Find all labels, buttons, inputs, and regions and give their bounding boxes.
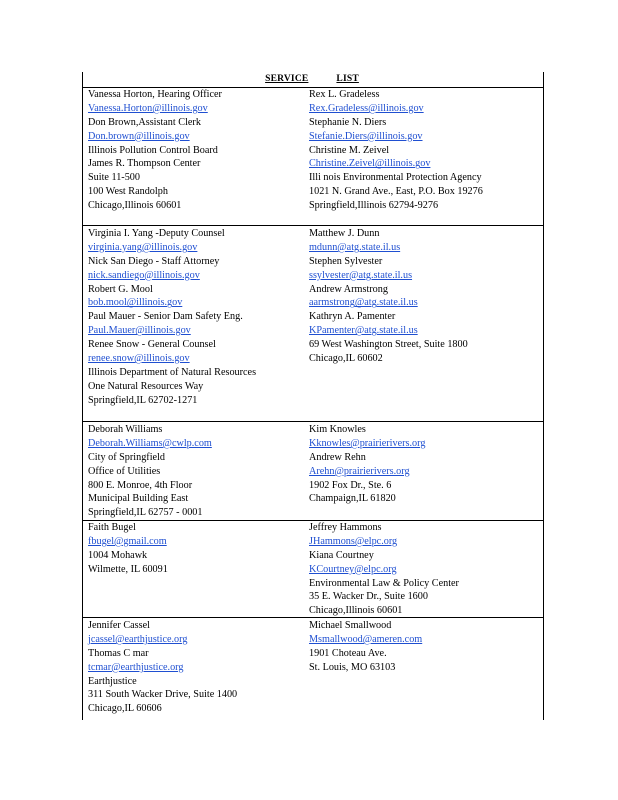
address-line: Kathryn A. Pamenter — [309, 311, 396, 323]
email-link[interactable]: renee.snow@illinois.gov — [88, 353, 190, 365]
address-line: Andrew Armstrong — [309, 283, 388, 295]
address-line: Chicago,Illinois 60601 — [309, 605, 403, 617]
service-entry-1-right — [309, 88, 483, 213]
address-line: Thomas C mar — [88, 647, 149, 659]
address-line: Virginia I. Yang -Deputy Counsel — [88, 228, 225, 239]
email-link[interactable]: KCourtney@elpc.org — [309, 563, 397, 575]
email-link[interactable]: Arehn@prairierivers.org — [309, 465, 410, 477]
address-line: Chicago,IL 60602 — [309, 353, 383, 365]
address-line: Springfield,Illinois 62794-9276 — [309, 200, 439, 212]
email-link[interactable]: Vanessa.Horton@illinois.gov — [88, 102, 208, 114]
email-link[interactable]: KPamenter@atg.state.il.us — [309, 325, 418, 337]
email-link[interactable]: tcmar@earthjustice.org — [88, 661, 184, 673]
address-line: Wilmette, IL 60091 — [88, 563, 168, 575]
email-link[interactable]: Deborah.Williams@cwlp.com — [88, 437, 212, 449]
title-service: SERVICE — [265, 74, 309, 84]
page-title — [82, 74, 542, 84]
service-entry-2-left — [88, 227, 256, 408]
address-line: Don Brown,Assistant Clerk — [88, 116, 201, 128]
email-link[interactable]: nick.sandiego@illinois.gov — [88, 269, 200, 281]
email-link[interactable]: Msmallwood@ameren.com — [309, 633, 423, 645]
address-line: 1901 Choteau Ave. — [309, 647, 387, 659]
email-link[interactable]: ssylvester@atg.state.il.us — [309, 269, 413, 281]
service-entry-3-left — [88, 423, 212, 520]
address-line: Stephen Sylvester — [309, 255, 383, 267]
address-line: 800 E. Monroe, 4th Floor — [88, 479, 193, 491]
address-line: Earthjustice — [88, 675, 137, 687]
service-entry-5-left — [88, 619, 237, 716]
address-line: Chicago,Illinois 60601 — [88, 200, 182, 212]
address-line: Illi nois Environmental Protection Agency — [309, 172, 482, 184]
email-link[interactable]: mdunn@atg.state.il.us — [309, 241, 401, 253]
email-link[interactable]: JHammons@elpc.org — [309, 535, 398, 547]
address-line: Paul Mauer - Senior Dam Safety Eng. — [88, 311, 243, 323]
address-line: Office of Utilities — [88, 465, 161, 477]
address-line: Springfield,IL 62757 - 0001 — [88, 507, 203, 519]
row-divider — [82, 225, 543, 226]
service-entry-5-right — [309, 619, 422, 675]
address-line: Chicago,IL 60606 — [88, 703, 162, 715]
email-link[interactable]: fbugel@gmail.com — [88, 535, 167, 547]
address-line: Stephanie N. Diers — [309, 116, 387, 128]
address-line: Faith Bugel — [88, 522, 136, 533]
address-line: Jeffrey Hammons — [309, 522, 382, 533]
address-line: St. Louis, MO 63103 — [309, 661, 396, 673]
service-entry-4-left — [88, 521, 168, 577]
address-line: Nick San Diego - Staff Attorney — [88, 255, 220, 267]
email-link[interactable]: Kknowles@prairierivers.org — [309, 437, 426, 449]
address-line: Robert G. Mool — [88, 283, 153, 295]
address-line: City of Springfield — [88, 451, 165, 463]
email-link[interactable]: jcassel@earthjustice.org — [88, 633, 188, 645]
service-entry-2-right — [309, 227, 468, 366]
address-line: 311 South Wacker Drive, Suite 1400 — [88, 689, 238, 701]
address-line: 35 E. Wacker Dr., Suite 1600 — [309, 591, 428, 603]
email-link[interactable]: Stefanie.Diers@illinois.gov — [309, 130, 423, 142]
service-entry-4-right — [309, 521, 459, 618]
email-link[interactable]: Don.brown@illinois.gov — [88, 130, 190, 142]
address-line: Kim Knowles — [309, 424, 366, 435]
address-line: 1004 Mohawk — [88, 549, 148, 561]
address-line: Champaign,IL 61820 — [309, 493, 396, 505]
address-line: Springfield,IL 62702-1271 — [88, 394, 198, 406]
address-line: Deborah Williams — [88, 424, 163, 435]
address-line: Vanessa Horton, Hearing Officer — [88, 89, 222, 100]
address-line: Illinois Department of Natural Resources — [88, 366, 257, 378]
address-line: James R. Thompson Center — [88, 158, 201, 170]
address-line: Municipal Building East — [88, 493, 189, 505]
address-line: 69 West Washington Street, Suite 1800 — [309, 339, 468, 351]
email-link[interactable]: Rex.Gradeless@illinois.gov — [309, 102, 424, 114]
address-line: One Natural Resources Way — [88, 380, 204, 392]
address-line: Andrew Rehn — [309, 451, 366, 463]
address-line: Rex L. Gradeless — [309, 89, 380, 100]
address-line: Kiana Courtney — [309, 549, 374, 561]
address-line: Suite 11-500 — [88, 172, 140, 184]
address-line: Michael Smallwood — [309, 620, 392, 631]
address-line: 1902 Fox Dr., Ste. 6 — [309, 479, 392, 491]
email-link[interactable]: aarmstrong@atg.state.il.us — [309, 297, 418, 309]
service-entry-1-left — [88, 88, 222, 213]
address-line: Environmental Law & Policy Center — [309, 577, 459, 589]
email-link[interactable]: Christine.Zeivel@illinois.gov — [309, 158, 431, 170]
address-line: 100 West Randolph — [88, 186, 168, 198]
address-line: Matthew J. Dunn — [309, 228, 380, 239]
row-divider — [82, 421, 543, 422]
address-line: 1021 N. Grand Ave., East, P.O. Box 19276 — [309, 186, 483, 198]
title-list: LIST — [336, 74, 359, 84]
service-entry-3-right — [309, 423, 425, 506]
email-link[interactable]: virginia.yang@illinois.gov — [88, 241, 198, 253]
email-link[interactable]: bob.mool@illinois.gov — [88, 297, 183, 309]
address-line: Illinois Pollution Control Board — [88, 144, 218, 156]
email-link[interactable]: Paul.Mauer@illinois.gov — [88, 325, 191, 337]
address-line: Christine M. Zeivel — [309, 144, 390, 156]
address-line: Jennifer Cassel — [88, 620, 150, 631]
address-line: Renee Snow - General Counsel — [88, 339, 216, 351]
